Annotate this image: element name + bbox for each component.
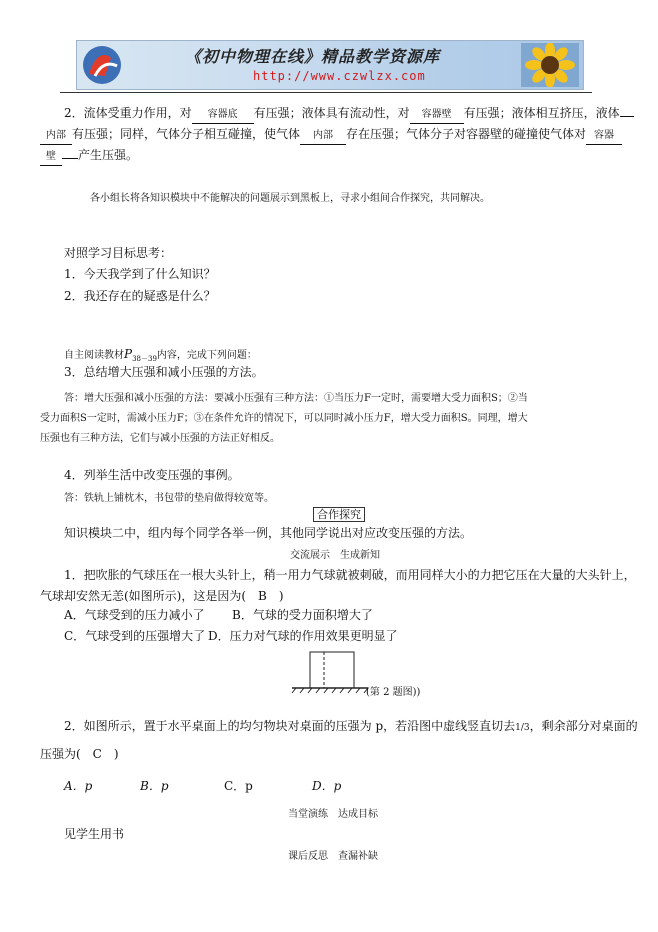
review-heading: 课后反思 查漏补缺 — [288, 851, 378, 862]
q4-answer: 答：铁轨上铺枕木，书包带的垫肩做得较宽等。 — [64, 493, 274, 504]
fluid-pressure-line-3: 壁 产生压强。 — [40, 147, 138, 166]
mc1-option-d: D．压力对气球的作用效果更明显了 — [208, 629, 398, 643]
sunflower-icon — [521, 43, 579, 87]
mc2-option-b: B．p — [140, 779, 169, 793]
banner-title: 《初中物理在线》精品教学资源库 — [185, 47, 441, 66]
fluid-pressure-line-1: 2．流体受重力作用，对 容器底 有压强；液体具有流动性，对 容器壁 有压强；液体相互挤压，液体 — [64, 105, 634, 124]
group-note: 各小组长将各知识模块中不能解决的问题展示到黑板上，寻求小组间合作探究，共同解决。 — [90, 193, 490, 204]
mc2-option-c: C．p — [224, 779, 253, 793]
mc2-option-a: A．p — [64, 779, 93, 793]
block-figure — [290, 650, 370, 694]
mc2-option-d: D．p — [312, 779, 342, 793]
figure-caption: (第 2 题图)) — [366, 687, 421, 698]
cooperate-text: 知识模块二中，组内每个同学各举一例，其他同学说出对应改变压强的方法。 — [64, 526, 473, 540]
q3-title: 3．总结增大压强和减小压强的方法。 — [64, 365, 264, 379]
header-banner — [76, 40, 584, 90]
exchange-heading: 交流展示 生成新知 — [290, 550, 380, 561]
reflection-question-2: 2．我还存在的疑惑是什么？ — [64, 289, 216, 303]
q3-answer-line-1: 答：增大压强和减小压强的方法：要减小压强有三种方法：①当压力F一定时，需要增大受力面积S；②当 — [64, 393, 528, 404]
header-divider — [60, 92, 592, 93]
mc1-option-c: C．气球受到的压强增大了 — [64, 629, 206, 643]
fluid-pressure-line-2: 内部 有压强；同样，气体分子相互碰撞，使气体 内部 存在压强；气体分子对容器壁的碰撞使气体对 容器 — [40, 126, 622, 145]
q3-answer-line-2: 受力面积S一定时，需减小压力F；③在条件允许的情况下，可以同时减小压力F，增大受力面积S。同理，增大 — [40, 413, 528, 424]
mc2-question-line-1: 2．如图所示，置于水平桌面上的均匀物块对桌面的压强为 p，若沿图中虚线竖直切去1/3，剩余部分对桌面的 — [64, 719, 638, 733]
student-book-note: 见学生用书 — [64, 827, 125, 841]
mc1-question-line-1: 1．把吹胀的气球压在一根大头针上，稍一用力气球就被刺破，而用同样大小的力把它压在大量的大头针上， — [64, 568, 636, 582]
mc1-question-line-2: 气球却安然无恙(如图所示)，这是因为( B ) — [40, 589, 284, 603]
reflection-question-1: 1．今天我学到了什么知识？ — [64, 267, 216, 281]
mc2-question-line-2: 压强为( C ) — [40, 747, 119, 761]
q4-title: 4．列举生活中改变压强的事例。 — [64, 468, 240, 482]
q3-answer-line-3: 压强也有三种方法，它们与减小压强的方法正好相反。 — [40, 433, 280, 444]
mc1-option-a: A．气球受到的压力减小了 — [64, 608, 205, 622]
reflection-heading: 对照学习目标思考： — [64, 246, 173, 260]
mc1-option-b: B．气球的受力面积增大了 — [232, 608, 373, 622]
practice-heading: 当堂演练 达成目标 — [288, 809, 378, 820]
site-logo-icon — [81, 44, 123, 86]
reading-instruction: 自主阅读教材$P_{38-39}$内容，完成下列问题： — [64, 347, 257, 363]
cooperate-box: 合作探究 — [313, 507, 365, 522]
banner-url: http://www.czwlzx.com — [253, 69, 426, 83]
